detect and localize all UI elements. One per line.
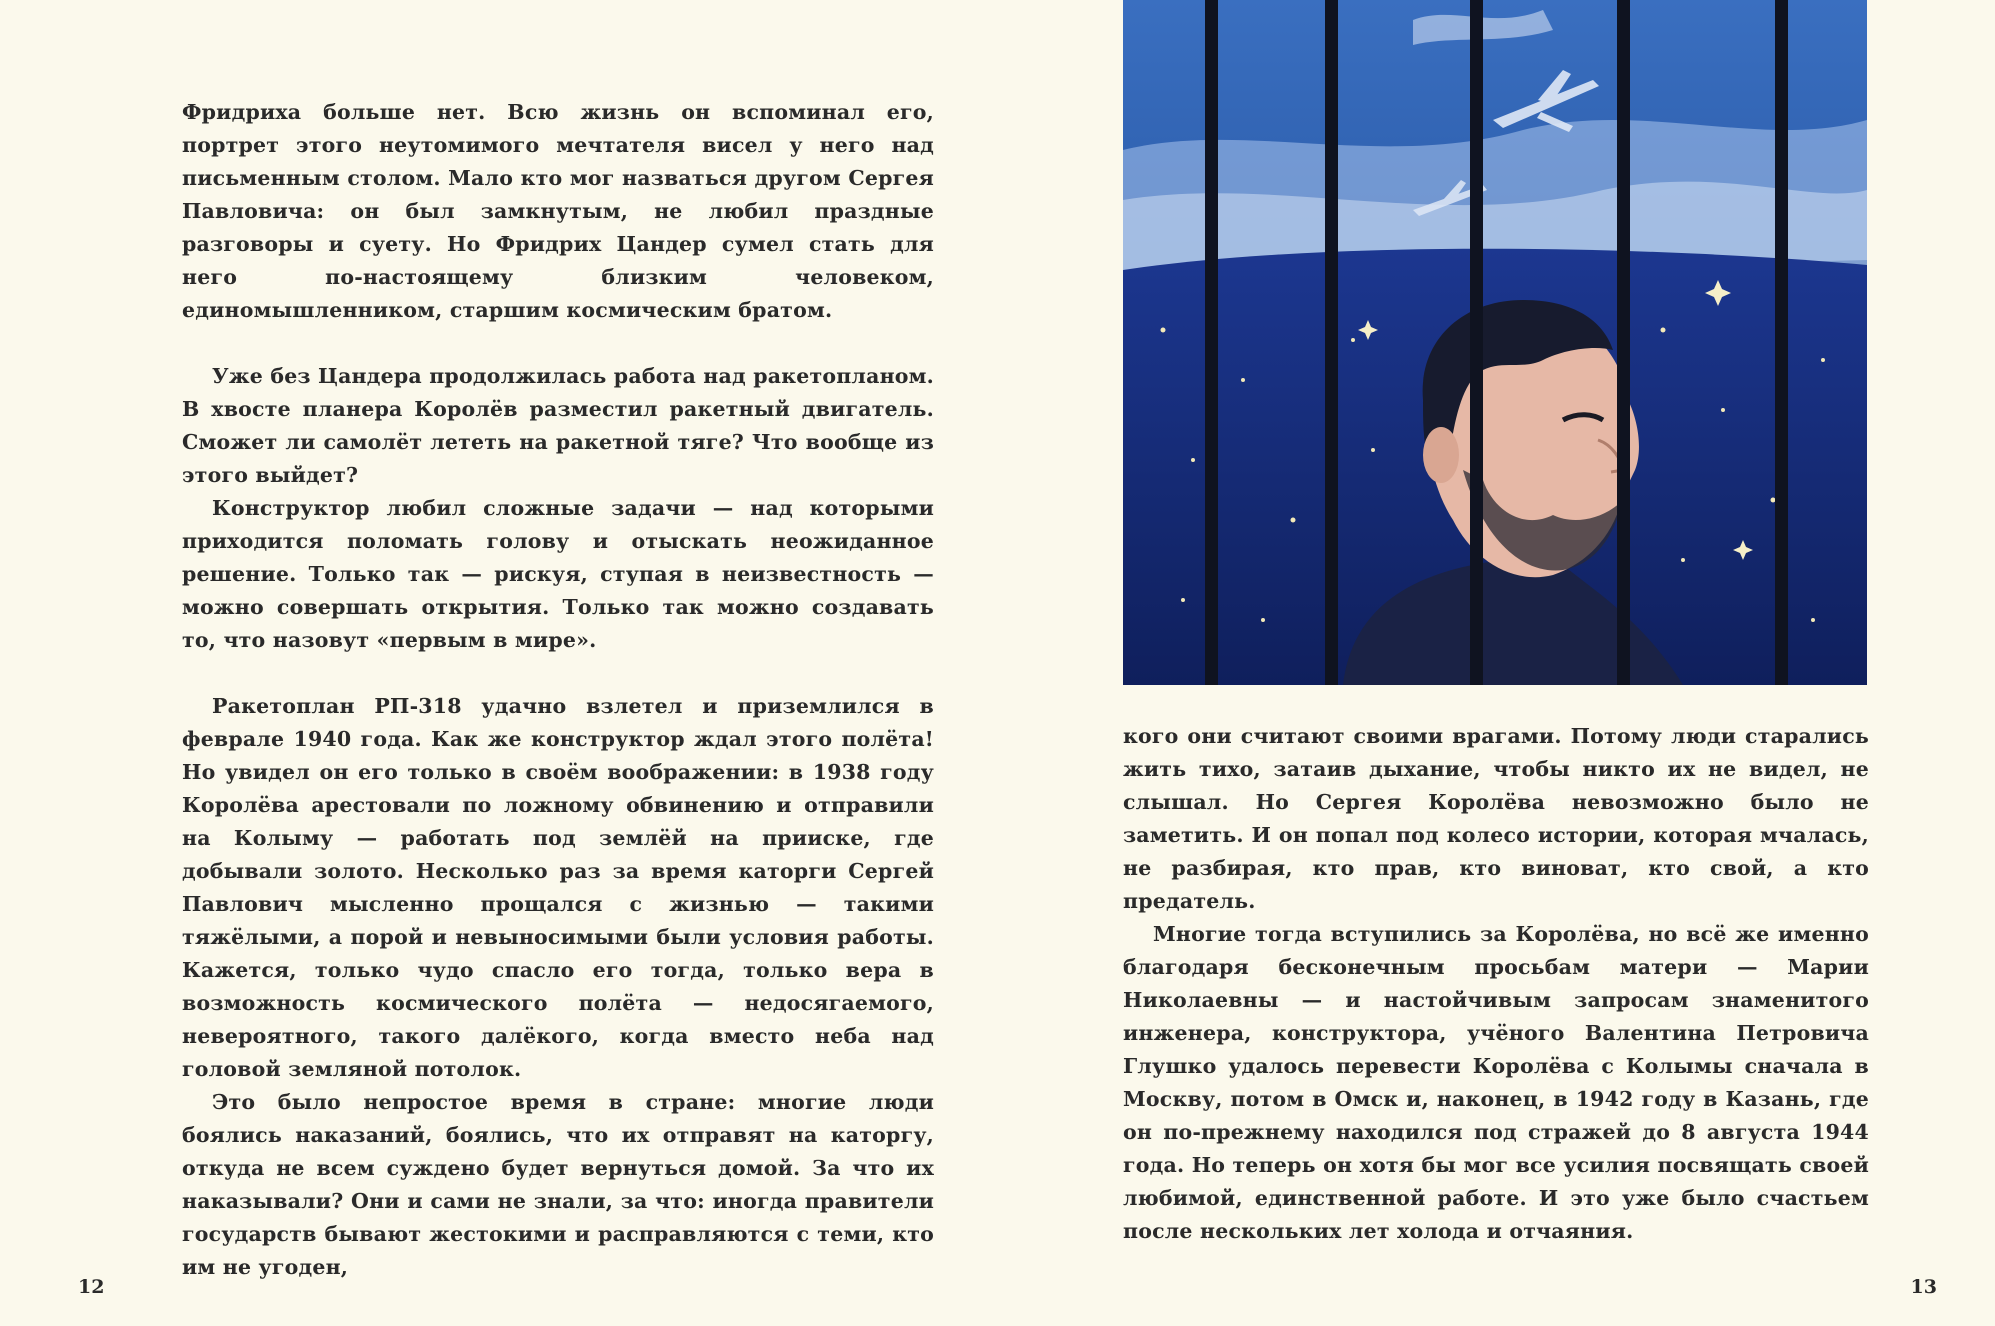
- paragraph: кого они считают своими врагами. Потому люди старались жить тихо, затаив дыхание, чтобы никто их не видел, не слышал. Но Сергея Королёва невозможно было не заметить. И он попал под колесо истории, которая мчалась, не разбирая, кто прав, кто виноват, кто свой, а кто предатель.: [1123, 724, 1869, 913]
- paragraph: Уже без Цандера продолжилась работа над ракетопланом. В хвосте планера Королёв разместил ракетный двигатель. Сможет ли самолёт лететь на ракетной тяге? Что вообще из этого выйдет?: [182, 364, 934, 487]
- illustration-korolev-behind-bars: [1123, 0, 1867, 685]
- paragraph: Фридриха больше нет. Всю жизнь он вспоминал его, портрет этого неутомимого мечтателя висел у него над письменным столом. Мало кто мог назваться другом Сергея Павловича: он был замкнутым, не любил праздные разговоры и суету. Но Фридрих Цандер сумел стать для него по-настоящему близким человеком, единомышленником, старшим космическим братом.: [182, 100, 934, 322]
- paragraph: Ракетоплан РП-318 удачно взлетел и приземлился в феврале 1940 года. Как же конструктор ждал этого полёта! Но увидел он его только в своём воображении: в 1938 году Королёва арестовали по ложному обвинению и отправили на Колыму — работать под землёй на прииске, где добывали золото. Несколько раз за время каторги Сергей Павлович мысленно прощался с жизнью — такими тяжёлыми, а порой и невыносимыми были условия работы. Кажется, только чудо спасло его тогда, только вера в возможность космического полёта — недосягаемого, невероятного, такого далёкого, когда вместо неба над головой земляной потолок.: [182, 694, 934, 1081]
- left-text-column: [182, 96, 934, 1284]
- page-number: 13: [1910, 1276, 1937, 1298]
- paragraph: Это было непростое время в стране: многие люди боялись наказаний, боялись, что их отправят на каторгу, откуда не всем суждено будет вернуться домой. За что их наказывали? Они и сами не знали, за что: иногда правители государств бывают жестокими и расправляются с теми, кто им не угоден,: [182, 1090, 934, 1279]
- paragraph: Конструктор любил сложные задачи — над которыми приходится поломать голову и отыскать неожиданное решение. Только так — рискуя, ступая в неизвестность — можно совершать открытия. Только так можно создавать то, что назовут «первым в мире».: [182, 496, 934, 652]
- paragraph: Многие тогда вступились за Королёва, но всё же именно благодаря бесконечным просьбам матери — Марии Николаевны — и настойчивым запросам знаменитого инженера, конструктора, учёного Валентина Петровича Глушко удалось перевести Королёва с Колымы сначала в Москву, потом в Омск и, наконец, в 1942 году в Казань, где он по-прежнему находился под стражей до 8 августа 1944 года. Но теперь он хотя бы мог все усилия посвящать своей любимой, единственной работе. И это уже было счастьем после нескольких лет холода и отчаяния.: [1123, 922, 1869, 1243]
- right-text-column: [1123, 720, 1869, 1248]
- page-number: 12: [78, 1276, 105, 1298]
- left-page: [0, 0, 997, 1326]
- right-page: [997, 0, 1995, 1326]
